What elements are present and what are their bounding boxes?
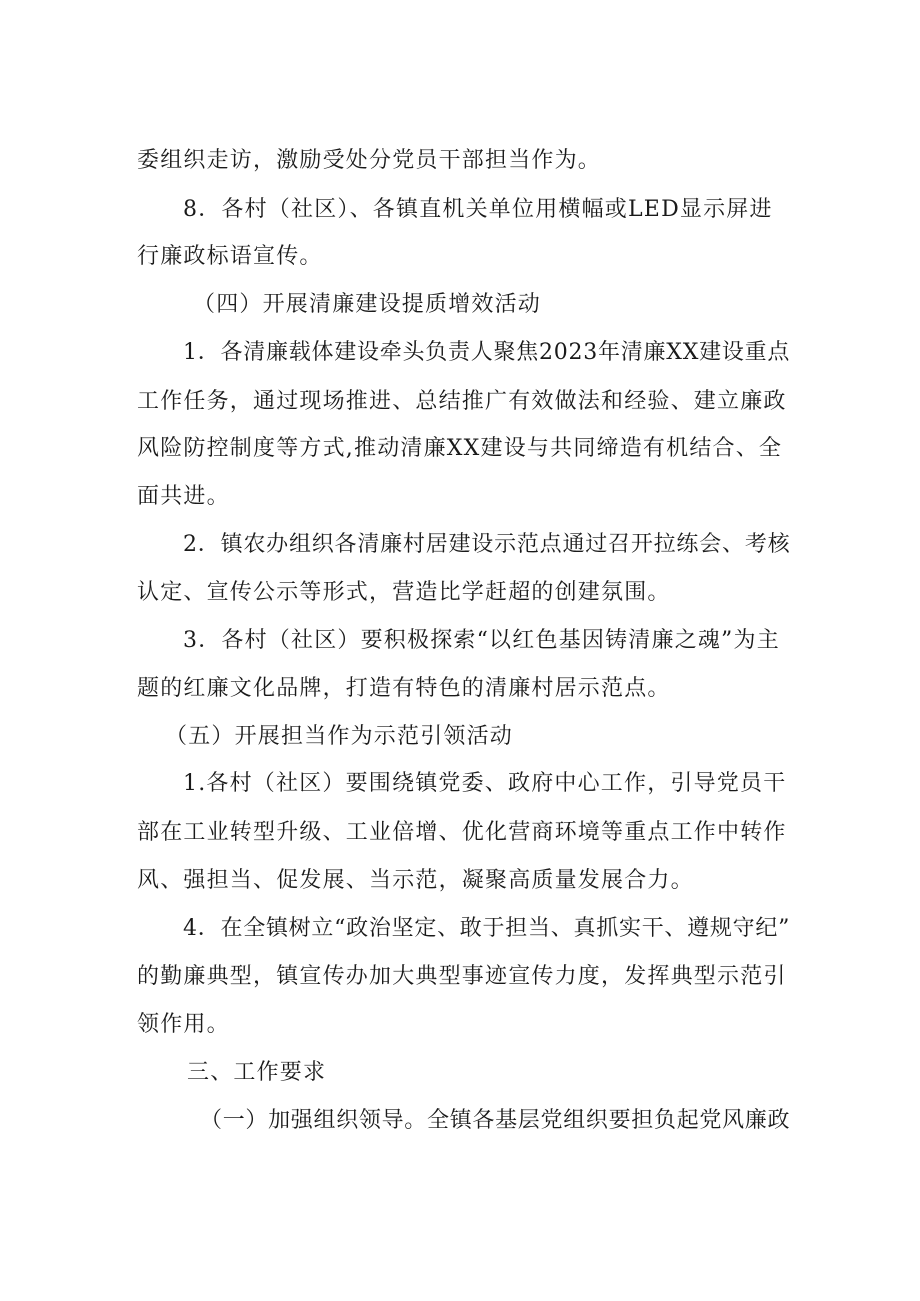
subsection-heading-1: （一）加强组织领导。全镇各基层党组织要担负起党风廉政 [200,1108,791,1133]
list-item-4: 4．在全镇树立“政治坚定、敢于担当、真抓实干、遵规守纪” [183,916,791,941]
list-item-2: 2．镇农办组织各清廉村居建设示范点通过召开拉练会、考核 [183,532,791,557]
list-item-8: 8．各村（社区）、各镇直机关单位用横幅或LED显示屏进 [183,197,773,222]
text-line: 认定、宣传公示等形式，营造比学赶超的创建氛围。 [137,580,671,605]
list-item-1: 1.各村（社区）要围绕镇党委、政府中心工作，引导党员干 [183,771,787,796]
section-heading-5: （五）开展担当作为示范引领活动 [165,724,514,749]
text-line: 领作用。 [137,1012,230,1037]
text-line: 委组织走访，激励受处分党员干部担当作为。 [137,148,602,173]
text-line: 工作任务，通过现场推进、总结推广有效做法和经验、建立廉政 [137,389,787,414]
list-item-3: 3．各村（社区）要积极探索“以红色基因铸清廉之魂”为主 [183,628,780,653]
text-line: 的勤廉典型，镇宣传办加大典型事迹宣传力度，发挥典型示范引 [137,964,787,989]
text-line: 风、强担当、促发展、当示范，凝聚高质量发展合力。 [137,868,694,893]
text-line: 题的红廉文化品牌，打造有特色的清廉村居示范点。 [137,676,671,701]
text-line: 行廉政标语宣传。 [137,244,323,269]
text-line: 面共进。 [137,484,230,509]
chapter-heading-3: 三、工作要求 [187,1060,327,1085]
list-item-1: 1．各清廉载体建设牵头负责人聚焦2023年清廉XX建设重点 [183,340,791,365]
section-heading-4: （四）开展清廉建设提质增效活动 [193,292,542,317]
text-line: 部在工业转型升级、工业倍增、优化营商环境等重点工作中转作 [137,820,787,845]
text-line: 风险防控制度等方式,推动清廉XX建设与共同缔造有机结合、全 [137,436,783,461]
